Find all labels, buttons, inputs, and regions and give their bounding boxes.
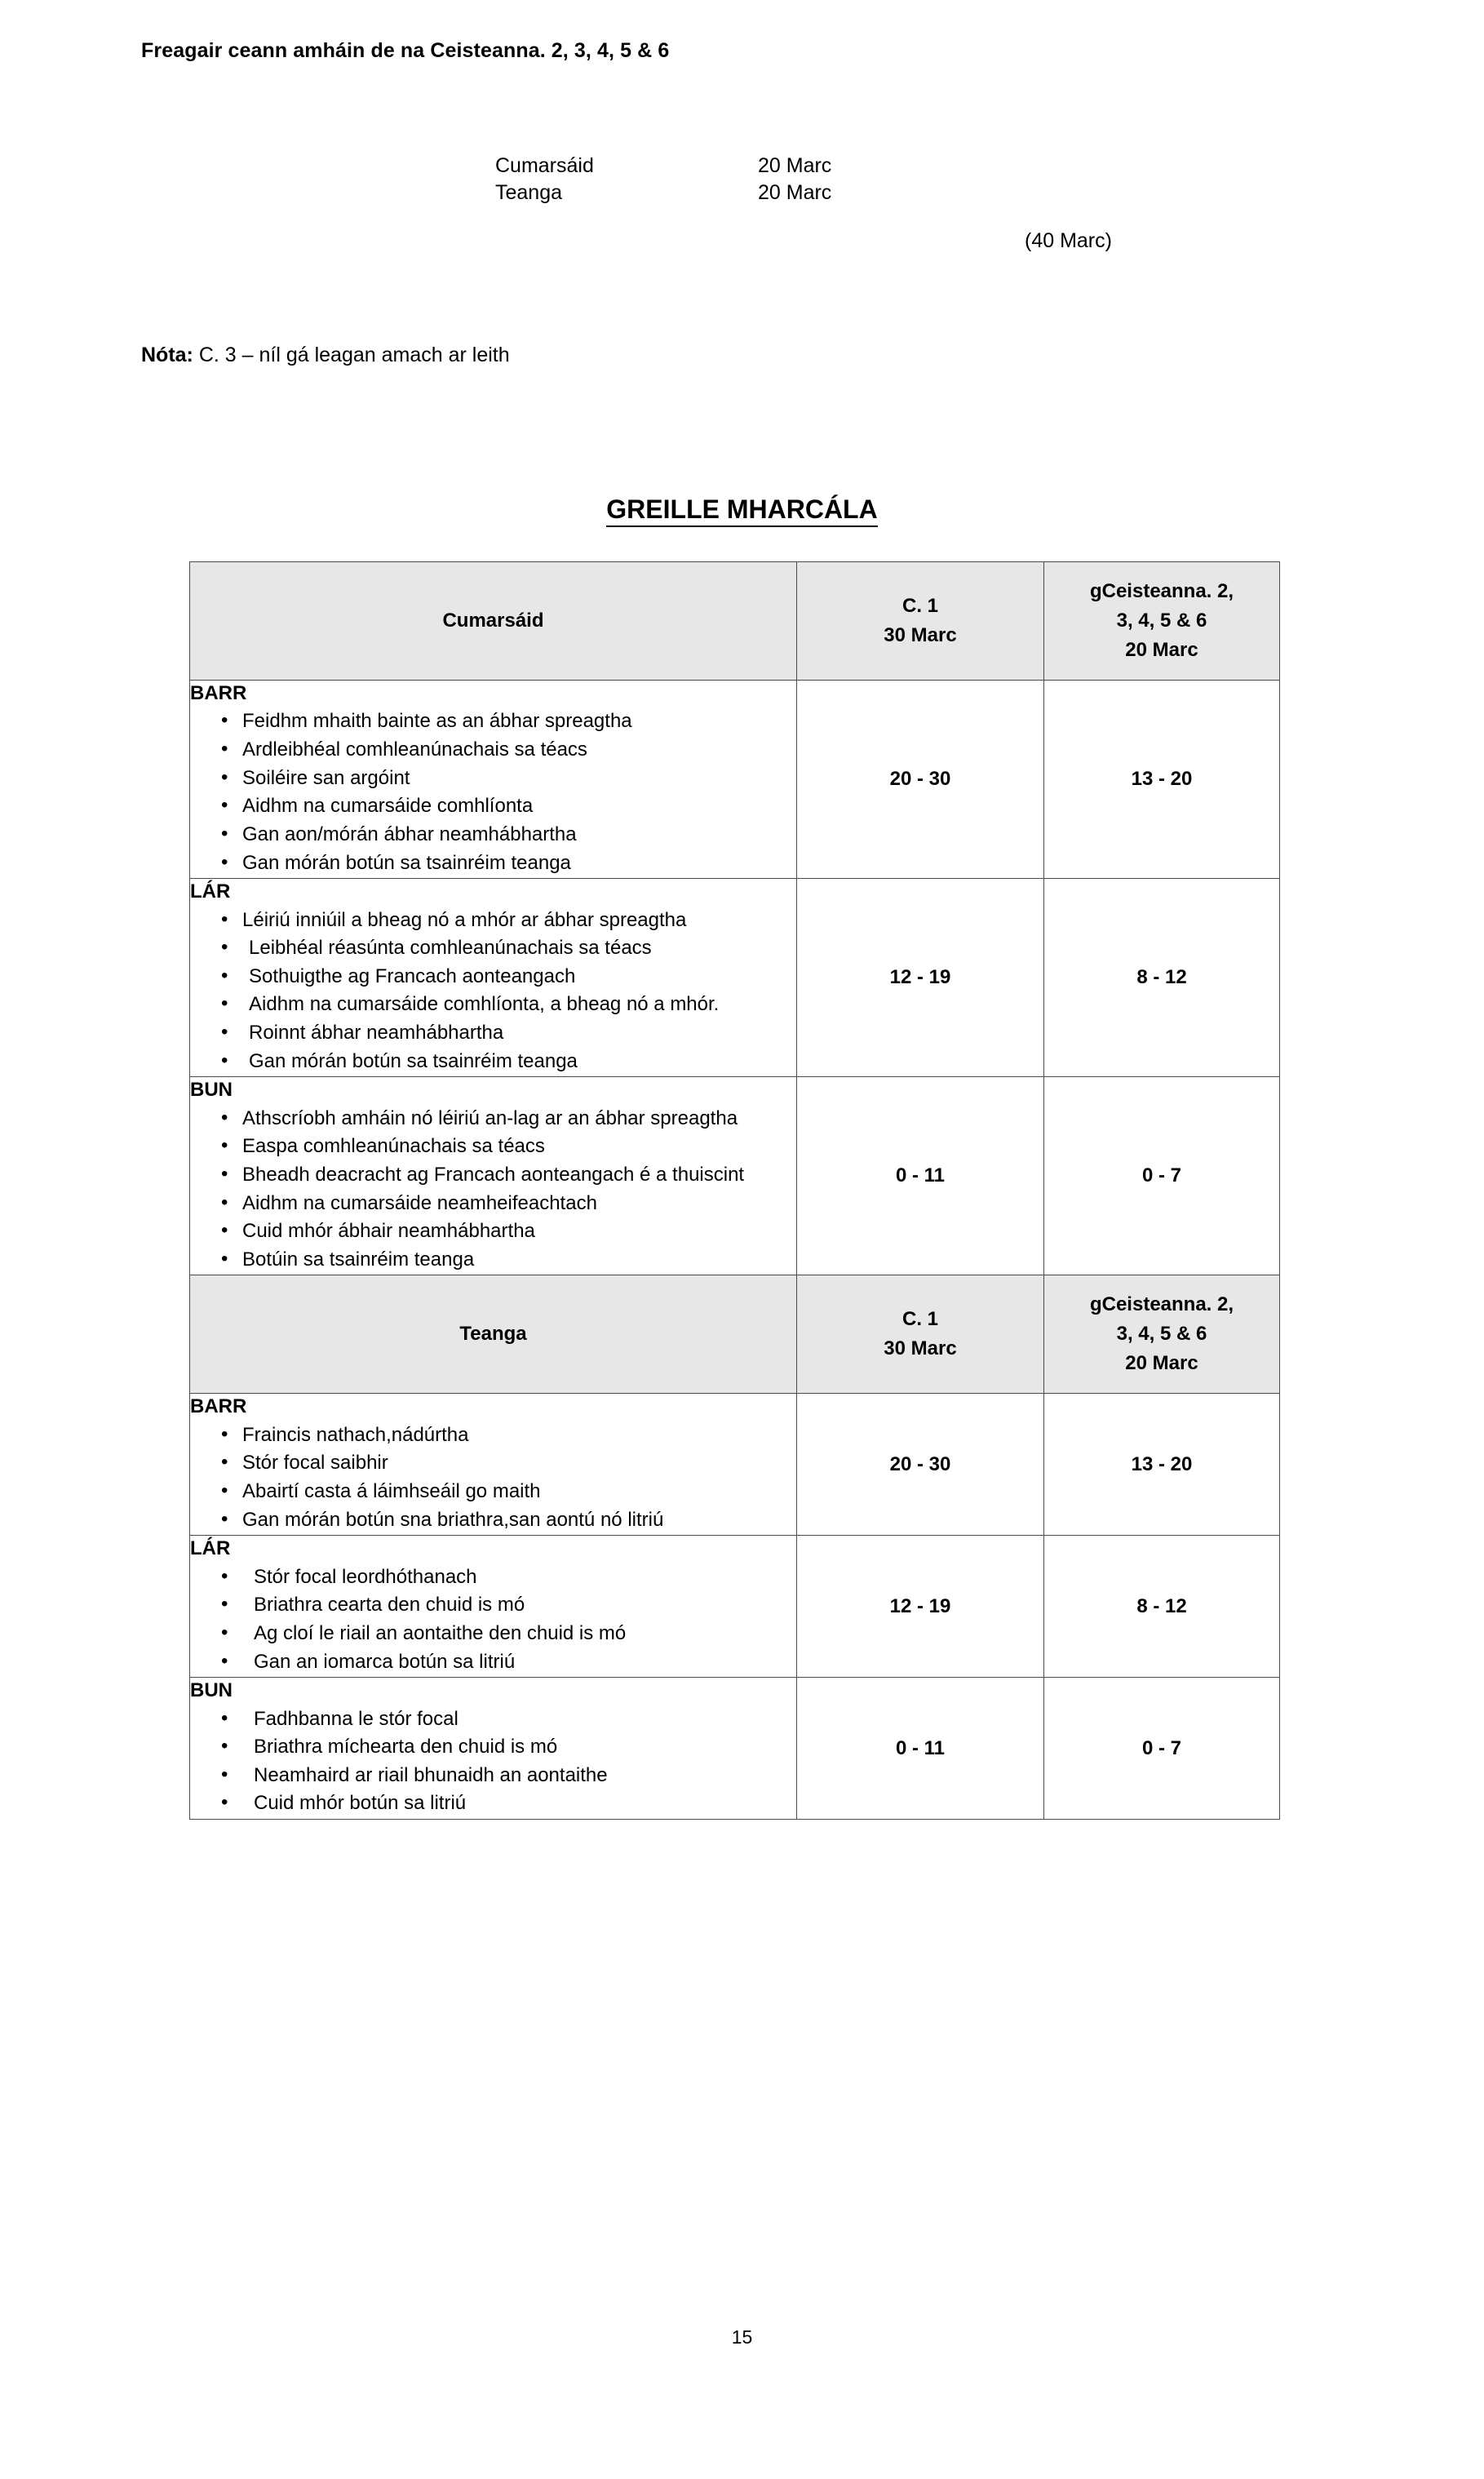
list-item: • Fraincis nathach,nádúrtha: [221, 1422, 796, 1449]
list-item: • Stór focal saibhir: [221, 1450, 796, 1477]
criteria-cell: [190, 1536, 797, 1678]
marks-c1: 12 - 19: [797, 879, 1044, 1077]
band-label: LÁR: [190, 880, 231, 903]
column-header-c2-line2: 3, 4, 5 & 6: [1116, 610, 1207, 632]
list-item: • Aidhm na cumarsáide neamheifeachtach: [221, 1191, 796, 1217]
criteria-cell: [190, 1678, 797, 1820]
list-item: • Léiriú inniúil a bheag nó a mhór ar ábhar spreagtha: [221, 907, 796, 934]
marks-c2: 0 - 7: [1044, 1077, 1280, 1275]
criteria-list: [190, 1564, 796, 1676]
column-header-c2: [1044, 562, 1280, 681]
list-item: • Gan aon/mórán ábhar neamhábhartha: [221, 822, 796, 849]
marks-summary-value: 20 Marc: [758, 154, 832, 177]
exam-instruction: Freagair ceann amháin de na Ceisteanna. 2, 3, 4, 5 & 6: [141, 39, 670, 62]
marks-c1: 0 - 11: [797, 1077, 1044, 1275]
list-item: • Fadhbanna le stór focal: [221, 1706, 796, 1733]
page-title-text: GREILLE MHARCÁLA: [606, 494, 877, 527]
table-row: [190, 1536, 1280, 1678]
note-text: C. 3 – níl gá leagan amach ar leith: [193, 344, 510, 366]
list-item: • Briathra cearta den chuid is mó: [221, 1592, 796, 1619]
criteria-list: [190, 907, 796, 1075]
list-item: • Ardleibhéal comhleanúnachais sa téacs: [221, 737, 796, 764]
note-label: Nóta:: [141, 344, 193, 366]
list-item: • Cuid mhór ábhair neamhábhartha: [221, 1218, 796, 1245]
list-item: • Gan mórán botún sa tsainréim teanga: [221, 1049, 796, 1075]
band-label: BUN: [190, 1679, 233, 1702]
marks-summary-label: Cumarsáid: [495, 154, 594, 177]
column-header-c2-line2: 3, 4, 5 & 6: [1116, 1323, 1207, 1346]
section-heading-teanga: Teanga: [190, 1275, 797, 1394]
column-header-c2-line1: gCeisteanna. 2,: [1089, 580, 1234, 602]
band-label: BARR: [190, 1395, 247, 1418]
criteria-list: [190, 1106, 796, 1274]
column-header-c1-line1: C. 1: [901, 595, 938, 617]
marks-c2: 8 - 12: [1044, 879, 1280, 1077]
table-row: [190, 879, 1280, 1077]
column-header-c2: [1044, 1275, 1280, 1394]
marks-c1: 20 - 30: [797, 1394, 1044, 1536]
criteria-cell: [190, 879, 797, 1077]
column-header-c1-line2: 30 Marc: [884, 624, 957, 646]
list-item: • Leibhéal réasúnta comhleanúnachais sa téacs: [221, 935, 796, 962]
marks-c1: 0 - 11: [797, 1678, 1044, 1820]
marks-summary-label: Teanga: [495, 181, 563, 204]
list-item: • Neamhaird ar riail bhunaidh an aontaithe: [221, 1763, 796, 1789]
criteria-list: [190, 1706, 796, 1818]
list-item: • Feidhm mhaith bainte as an ábhar spreagtha: [221, 708, 796, 735]
list-item: • Aidhm na cumarsáide comhlíonta: [221, 793, 796, 820]
column-header-c1-line2: 30 Marc: [884, 1337, 957, 1360]
total-marks: (40 Marc): [1025, 229, 1112, 252]
criteria-cell: [190, 1077, 797, 1275]
marks-summary: [495, 153, 970, 206]
table-row: [190, 1394, 1280, 1536]
criteria-list: [190, 708, 796, 876]
list-item: • Cuid mhór botún sa litriú: [221, 1790, 796, 1817]
list-item: • Gan an iomarca botún sa litriú: [221, 1649, 796, 1676]
list-item: • Bheadh deacracht ag Francach aonteangach é a thuiscint: [221, 1162, 796, 1189]
table-row: [190, 1678, 1280, 1820]
list-item: • Sothuigthe ag Francach aonteangach: [221, 964, 796, 991]
page-title: [0, 494, 1484, 525]
criteria-cell: [190, 1394, 797, 1536]
list-item: • Roinnt ábhar neamhábhartha: [221, 1020, 796, 1047]
band-label: BARR: [190, 682, 247, 704]
marks-c2: 13 - 20: [1044, 681, 1280, 879]
marks-c2: 8 - 12: [1044, 1536, 1280, 1678]
list-item: • Soiléire san argóint: [221, 765, 796, 792]
band-label: BUN: [190, 1079, 233, 1102]
column-header-c1-line1: C. 1: [901, 1308, 938, 1331]
list-item: • Botúin sa tsainréim teanga: [221, 1247, 796, 1274]
criteria-list: [190, 1422, 796, 1534]
marks-c1: 12 - 19: [797, 1536, 1044, 1678]
column-header-c1: [797, 1275, 1044, 1394]
list-item: • Athscríobh amháin nó léiriú an-lag ar an ábhar spreagtha: [221, 1106, 796, 1133]
table-row: [190, 681, 1280, 879]
column-header-c2-line3: 20 Marc: [1125, 1352, 1198, 1375]
page-number: 15: [731, 2326, 753, 2348]
list-item: • Gan mórán botún sa tsainréim teanga: [221, 850, 796, 877]
marks-c2: 13 - 20: [1044, 1394, 1280, 1536]
marking-grid: [189, 561, 1280, 1820]
table-row: [190, 1077, 1280, 1275]
column-header-c2-line3: 20 Marc: [1125, 639, 1198, 661]
note-line: [141, 344, 510, 367]
marks-c2: 0 - 7: [1044, 1678, 1280, 1820]
marks-summary-row: [495, 153, 970, 180]
list-item: • Abairtí casta á láimhseáil go maith: [221, 1479, 796, 1506]
table-header-row: [190, 1275, 1280, 1394]
table-header-row: [190, 562, 1280, 681]
list-item: • Briathra míchearta den chuid is mó: [221, 1734, 796, 1761]
marks-summary-value: 20 Marc: [758, 181, 832, 204]
list-item: • Ag cloí le riail an aontaithe den chuid is mó: [221, 1621, 796, 1647]
marks-summary-row: [495, 180, 970, 206]
column-header-c2-line1: gCeisteanna. 2,: [1089, 1293, 1234, 1316]
list-item: • Easpa comhleanúnachais sa téacs: [221, 1133, 796, 1160]
band-label: LÁR: [190, 1537, 231, 1560]
marks-c1: 20 - 30: [797, 681, 1044, 879]
criteria-cell: [190, 681, 797, 879]
list-item: • Aidhm na cumarsáide comhlíonta, a bheag nó a mhór.: [221, 991, 796, 1018]
list-item: • Stór focal leordhóthanach: [221, 1564, 796, 1591]
section-heading-cumarsaid: Cumarsáid: [190, 562, 797, 681]
marking-grid-container: [189, 561, 1279, 1820]
column-header-c1: [797, 562, 1044, 681]
list-item: • Gan mórán botún sna briathra,san aontú nó litriú: [221, 1507, 796, 1534]
